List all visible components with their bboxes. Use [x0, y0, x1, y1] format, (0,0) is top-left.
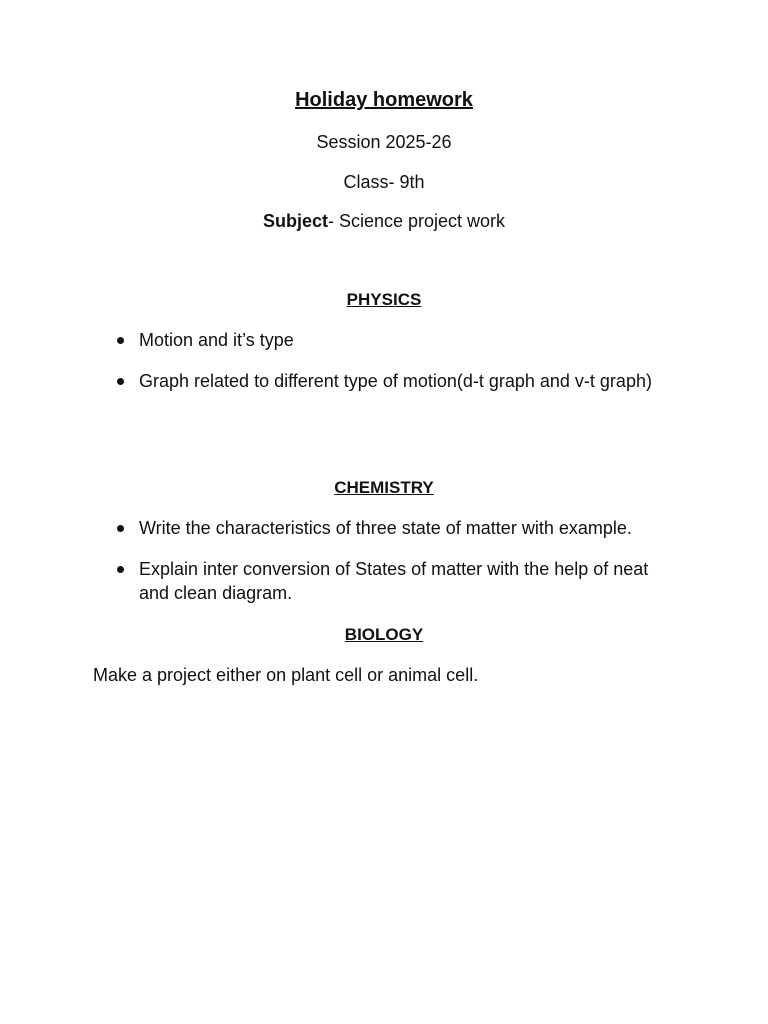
- bullet-icon: [117, 337, 124, 344]
- chemistry-heading: CHEMISTRY: [334, 478, 434, 497]
- chemistry-list: [112, 516, 682, 622]
- list-item: [112, 557, 682, 605]
- biology-text: Make a project either on plant cell or animal cell.: [93, 665, 479, 685]
- subject-line: [0, 210, 768, 232]
- list-item-text: Explain inter conversion of States of matter with the help of neat and clean diagram.: [139, 559, 649, 603]
- session-line: Session 2025-26: [316, 132, 452, 152]
- subject-value: - Science project work: [327, 211, 506, 231]
- list-item: [112, 516, 682, 540]
- class-line: Class- 9th: [343, 172, 425, 192]
- list-item-text: Motion and it’s type: [139, 330, 294, 350]
- subject-label: Subject: [262, 211, 328, 231]
- list-item-text: Write the characteristics of three state of matter with example.: [139, 518, 632, 538]
- list-item-text: Graph related to different type of motion(d-t graph and v-t graph): [139, 371, 652, 391]
- list-item: [112, 328, 682, 352]
- physics-list: [112, 328, 682, 410]
- bullet-icon: [117, 378, 124, 385]
- list-item: [112, 369, 682, 393]
- bullet-icon: [117, 566, 124, 573]
- physics-heading: PHYSICS: [346, 290, 422, 309]
- document-title: Holiday homework: [295, 89, 473, 111]
- bullet-icon: [117, 525, 124, 532]
- biology-heading: BIOLOGY: [344, 625, 424, 644]
